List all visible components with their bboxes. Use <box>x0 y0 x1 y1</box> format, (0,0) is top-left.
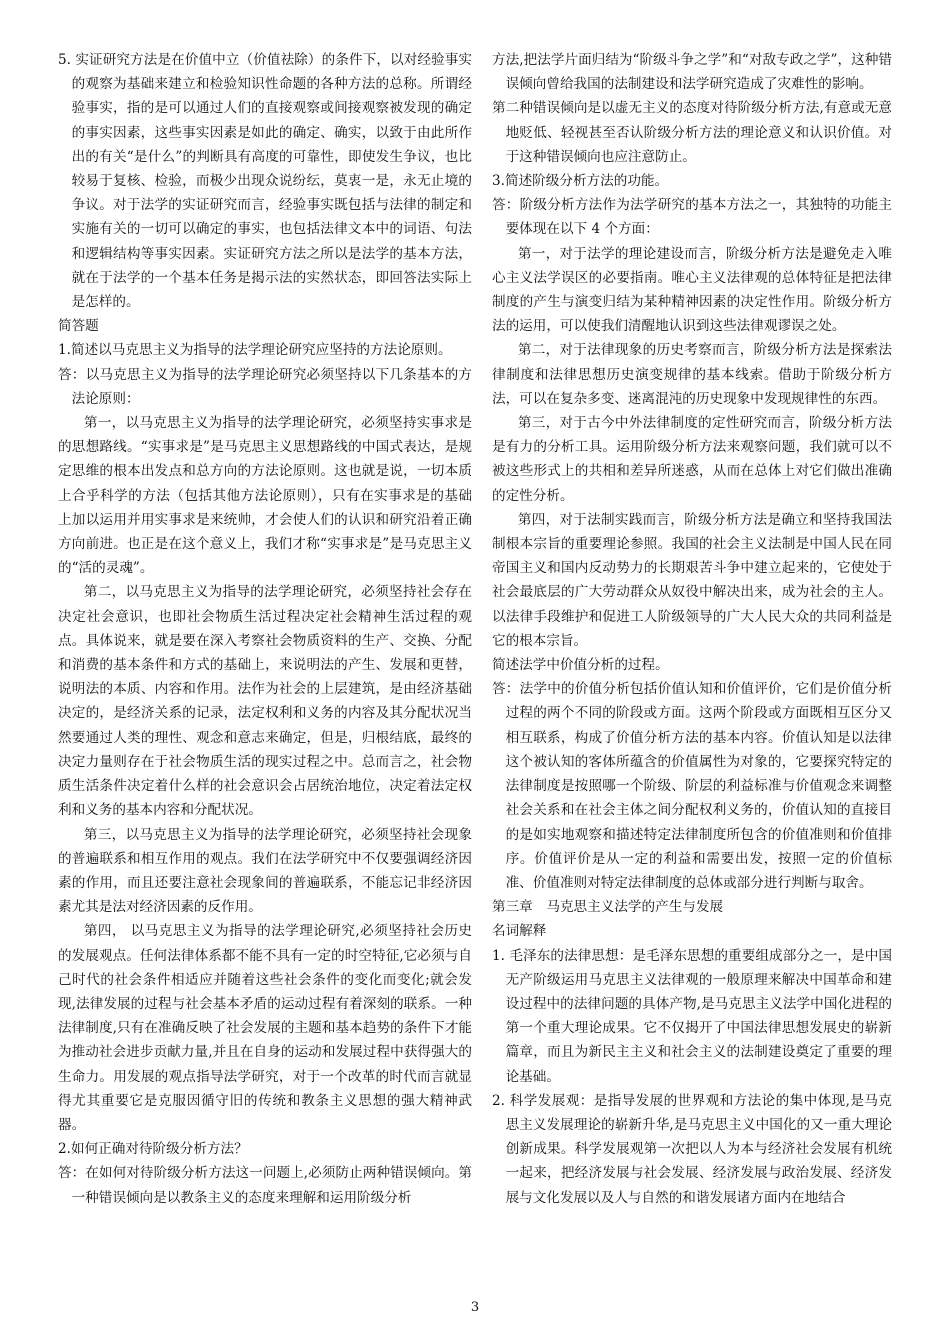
paragraph: 5. 实证研究方法是在价值中立（价值祛除）的条件下，以对经验事实的观察为基础来建立和检验知识性命题的各种方法的总称。所谓经验事实，指的是可以通过人们的直接观察或间接观察被发现的确定的事实因素，这些事实因素是如此的确定、确实，以致于由此所作出的有关“是什么”的判断具有高度的可靠性，即使发生争议，也比较易于复核、检验，而极少出现众说纷纭，莫衷一是，永无止境的争议。对于法学的实证研究而言，经验事实既包括与法律的制定和实施有关的一切可以确定的事实，也包括法律文本中的词语、句法和逻辑结构等事实因素。实证研究方法之所以是法学的基本方法，就在于法学的一个基本任务是揭示法的实然状态，即回答法实际上是怎样的。 <box>58 52 472 311</box>
paragraph: 答：阶级分析方法作为法学研究的基本方法之一，其独特的功能主要体现在以下 4 个方面： <box>492 197 892 238</box>
paragraph: 第四， 以马克思主义为指导的法学理论研究,必须坚持社会历史的发展观点。任何法律体系都不能不具有一定的时空特征,它必须与自己时代的社会条件相适应并随着这些社会条件的变化而变化;就会发现,法律发展的过程与社会基本矛盾的运动过程有着深刻的联系。一种法律制度,只有在准确反映了社会发展的主题和基本趋势的条件下才能为推动社会进步贡献力量,并且在自身的运动和发展过程中获得强大的生命力。用发展的观点指导法学研究，对于一个改革的时代而言就显得尤其重要它是克服因循守旧的传统和教条主义思想的强大精神武器。 <box>58 923 472 1133</box>
paragraph: 第二，对于法律现象的历史考察而言，阶级分析方法是探索法律制度和法律思想历史演变规律的基本线索。借助于阶级分析方法，可以在复杂多变、迷离混沌的历史现象中发现规律性的东西。 <box>492 342 892 407</box>
paragraph: 1. 毛泽东的法律思想：是毛泽东思想的重要组成部分之一，是中国无产阶级运用马克思主义法律观的一般原理来解决中国革命和建设过程中的法律问题的具体产物,是马克思主义法学中国化进程的第一个重大理论成果。它不仅揭开了中国法律思想发展史的崭新篇章，而且为新民主主义和社会主义的法制建设奠定了重要的理论基础。 <box>492 947 892 1085</box>
paragraph: 第四，对于法制实践而言，阶级分析方法是确立和坚持我国法制根本宗旨的重要理论参照。我国的社会主义法制是中国人民在同帝国主义和国内反动势力的长期艰苦斗争中建立起来的，它使处于社会最底层的广大劳动群众从奴役中解决出来，成为社会的主人。以法律手段维护和促进工人阶级领导的广大人民大众的共同利益是它的根本宗旨。 <box>492 511 892 649</box>
paragraph: 2. 科学发展观：是指导发展的世界观和方法论的集中体现,是马克思主义发展理论的崭新升华,是马克思主义中国化的又一重大理论创新成果。科学发展观第一次把以人为本与经济社会发展有机统一起来，把经济发展与社会发展、经济发展与政治发展、经济发展与文化发展以及人与自然的和谐发展诸方面内在地结合 <box>492 1092 892 1206</box>
paragraph: 简述法学中价值分析的过程。 <box>492 657 669 674</box>
paragraph: 第三章 马克思主义法学的产生与发展 <box>492 899 724 916</box>
paragraph: 第三，对于古今中外法律制度的定性研究而言，阶级分析方法是有力的分析工具。运用阶级分析方法来观察问题，我们就可以不被这些形式上的共相和差异所迷惑，从而在总体上对它们做出准确的定性分析。 <box>492 415 892 504</box>
paragraph: 第一，以马克思主义为指导的法学理论研究，必须坚持实事求是的思想路线。“实事求是”是马克思主义思想路线的中国式表达，是规定思维的根本出发点和总方向的方法论原则。这也就是说，一切本质上合乎科学的方法（包括其他方法论原则），只有在实事求是的基础上加以运用并用实事求是来统帅，才会使人们的认识和研究沿着正确方向前进。也正是在这个意义上，我们才称“实事求是”是马克思主义的“活的灵魂”。 <box>58 415 472 577</box>
paragraph: 第三，以马克思主义为指导的法学理论研究，必须坚持社会现象的普遍联系和相互作用的观点。我们在法学研究中不仅要强调经济因素的作用，而且还要注意社会现象间的普遍联系，不能忘记非经济因素尤其是法对经济因素的反作用。 <box>58 826 472 916</box>
paragraph: 答：在如何对待阶级分析方法这一问题上,必须防止两种错误倾向。第一种错误倾向是以教条主义的态度来理解和运用阶级分析 <box>58 1165 472 1206</box>
paragraph: 答：法学中的价值分析包括价值认知和价值评价，它们是价值分析过程的两个不同的阶段或方面。这两个阶段或方面既相互区分又相互联系，构成了价值分析方法的基本内容。价值认知是以法律这个被认知的客体所蕴含的价值属性为对象的，它要探究特定的法律制度是按照哪一个阶级、阶层的利益标准与价值观念来调整社会关系和在社会主体之间分配权利义务的，价值认知的直接目的是如实地观察和描述特定法律制度所包含的价值准则和价值排序。价值评价是从一定的利益和需要出发，按照一定的价值标准、价值准则对特定法律制度的总体或部分进行判断与取舍。 <box>492 681 892 891</box>
page-number: 3 <box>470 1300 480 1315</box>
paragraph: 2.如何正确对待阶级分析方法？ <box>58 1141 248 1158</box>
right-column <box>492 48 892 1210</box>
paragraph: 第一，对于法学的理论建设而言，阶级分析方法是避免走入唯心主义法学误区的必要指南。唯心主义法律观的总体特征是把法律制度的产生与演变归结为某种精神因素的决定性作用。阶级分析方法的运用，可以使我们清醒地认识到这些法律观谬误之处。 <box>492 245 892 335</box>
paragraph: 名词解释 <box>492 923 547 940</box>
paragraph: 答：以马克思主义为指导的法学理论研究必须坚持以下几条基本的方法论原则： <box>58 366 472 407</box>
left-column <box>58 48 472 1210</box>
paragraph: 3.简述阶级分析方法的功能。 <box>492 173 669 190</box>
paragraph: 简答题 <box>58 318 99 335</box>
paragraph: 第二种错误倾向是以虚无主义的态度对待阶级分析方法,有意或无意地贬低、轻视甚至否认阶级分析方法的理论意义和认识价值。对于这种错误倾向也应注意防止。 <box>492 100 892 165</box>
paragraph: 第二，以马克思主义为指导的法学理论研究，必须坚持社会存在决定社会意识，也即社会物质生活过程决定社会精神生活过程的观点。具体说来，就是要在深入考察社会物质资料的生产、交换、分配和消费的基本条件和方式的基础上，来说明法的产生、发展和更替，说明法的本质、内容和作用。法作为社会的上层建筑，是由经济基础决定的，是经济关系的记录，法定权利和义务的内容及其分配状况当然要通过人类的理性、观念和意志来确定，但是，归根结底，最终的决定力量则存在于社会物质生活的现实过程之中。总而言之，社会物质生活条件决定着什么样的社会意识会占居统治地位，决定着法定权利和义务的基本内容和分配状况。 <box>58 584 472 819</box>
paragraph: 1.简述以马克思主义为指导的法学理论研究应坚持的方法论原则。 <box>58 342 452 359</box>
paragraph: 方法,把法学片面归结为“阶级斗争之学”和“对敌专政之学”，这种错误倾向曾给我国的法制建设和法学研究造成了灾难性的影响。 <box>492 52 892 93</box>
